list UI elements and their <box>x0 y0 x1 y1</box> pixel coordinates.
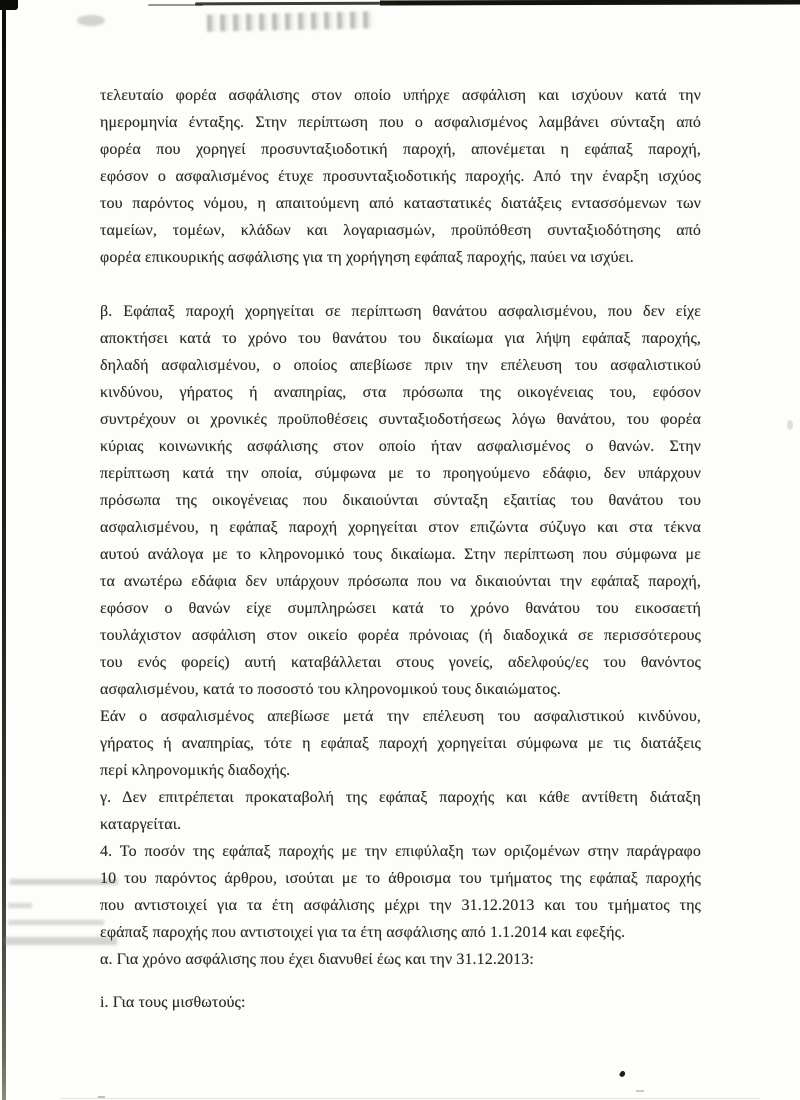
text-line: α. Για χρόνο ασφάλισης που έχει διανυθεί έως και την 31.12.2013: <box>100 951 534 968</box>
scan-edge-left-strip <box>2 0 6 1100</box>
ink-speck <box>619 1070 627 1078</box>
scan-smudge <box>77 15 105 26</box>
paragraph-4 <box>100 838 701 946</box>
scan-smudge <box>8 903 32 908</box>
text-line: τα ανωτέρω εδάφια δεν υπάρχουν πρόσωπα που να δικαιούνται την εφάπαξ παροχή, <box>100 573 701 590</box>
text-line: πρόσωπα της οικογένειας που δικαιούνται σύνταξη εξαιτίας του θανάτου του <box>100 492 701 509</box>
text-line: γήρατος ή αναπηρίας, τότε η εφάπαξ παροχή χορηγείται σύμφωνα με τις διατάξεις <box>100 735 701 752</box>
paragraph-i <box>100 989 701 1016</box>
scan-edge-top-band <box>195 2 395 6</box>
text-line: τελευταίο φορέα ασφάλισης στον οποίο υπήρχε ασφάλιση και ισχύουν κατά την <box>100 87 701 104</box>
text-line: γ. Δεν επιτρέπεται προκαταβολή της εφάπαξ παροχής και κάθε αντίθετη διάταξη <box>100 789 701 806</box>
paragraph-beta <box>100 298 701 703</box>
text-line: ασφαλισμένου, η εφάπαξ παροχή χορηγείται στον επιζώντα σύζυγο και στα τέκνα <box>100 519 701 536</box>
text-line: 10 του παρόντος άρθρου, ισούται με το άθροισμα του τμήματος της εφάπαξ παροχής <box>100 870 701 887</box>
text-line: του ενός φορείς) αυτή καταβάλλεται στους γονείς, αδελφούς/ες του θανόντος <box>100 654 701 671</box>
scan-edge-bottom-line <box>60 1098 760 1099</box>
text-line: φορέα επικουρικής ασφάλισης για τη χορήγηση εφάπαξ παροχής, παύει να ισχύει. <box>100 249 634 266</box>
text-line: ασφαλισμένου, κατά το ποσοστό του κληρονομικού τους δικαιώματος. <box>100 681 561 698</box>
scan-edge-top-band <box>380 0 800 5</box>
text-line: συντρέχουν οι χρονικές προϋποθέσεις συνταξιοδοτήσεως λόγω θανάτου, του φορέα <box>100 411 701 428</box>
text-line: i. Για τους μισθωτούς: <box>100 994 246 1011</box>
scan-smudge <box>8 920 104 925</box>
text-line: Εάν ο ασφαλισμένος απεβίωσε μετά την επέλευση του ασφαλιστικού κινδύνου, <box>100 708 701 725</box>
paragraph-alpha <box>100 946 701 973</box>
text-line: ταμείων, τομέων, κλάδων και λογαριασμών, προϋπόθεση συνταξιοδότησης από <box>100 222 701 239</box>
text-line: β. Εφάπαξ παροχή χορηγείται σε περίπτωση θανάτου ασφαλισμένου, που δεν είχε <box>100 303 701 320</box>
text-line: περίπτωση κατά την οποία, σύμφωνα με το προηγούμενο εδάφιο, δεν υπάρχουν <box>100 465 701 482</box>
text-line: 4. Το ποσόν της εφάπαξ παροχής με την επιφύλαξη των οριζομένων στην παράγραφο <box>100 843 701 860</box>
text-line: εφόσον ο θανών είχε συμπληρώσει κατά το χρόνο θανάτου του εικοσαετή <box>100 600 701 617</box>
scan-smudge <box>207 11 372 31</box>
text-line: εφάπαξ παροχής που αντιστοιχεί για τα έτη ασφάλισης από 1.1.2014 και εφεξής. <box>100 924 626 941</box>
text-line: του παρόντος νόμου, η απαιτούμενη από καταστατικές διατάξεις εντασσόμενων των <box>100 195 701 212</box>
paragraph-ean <box>100 703 701 784</box>
ink-speck <box>787 420 793 430</box>
text-line: καταργείται. <box>100 816 182 833</box>
scan-corner-mark <box>0 0 18 10</box>
paragraph-continuation <box>100 82 701 271</box>
text-line: κινδύνου, γήρατος ή αναπηρίας, στα πρόσωπα της οικογένειας του, εφόσον <box>100 384 701 401</box>
text-line: αυτού ανάλογα με το κληρονομικό τους δικαίωμα. Στην περίπτωση που σύμφωνα με <box>100 546 701 563</box>
ink-speck <box>98 1096 105 1098</box>
ink-speck <box>636 1090 644 1092</box>
text-line: δηλαδή ασφαλισμένου, ο οποίος απεβίωσε πριν την επέλευση του ασφαλιστικού <box>100 357 701 374</box>
text-line: περί κληρονομικής διαδοχής. <box>100 762 291 779</box>
document-text-block <box>100 82 701 1016</box>
text-line: κύριας κοινωνικής ασφάλισης στον οποίο ήταν ασφαλισμένος ο θανών. Στην <box>100 438 701 455</box>
text-line: ημερομηνία ένταξης. Στην περίπτωση που ο ασφαλισμένος λαμβάνει σύνταξη από <box>100 114 701 131</box>
paragraph-gamma <box>100 784 701 838</box>
text-line: που αντιστοιχεί για τα έτη ασφάλισης μέχρι την 31.12.2013 και του τμήματος της <box>100 897 701 914</box>
scan-edge-top-band <box>148 4 203 6</box>
text-line: φορέα που χορηγεί προσυνταξιοδοτική παροχή, απονέμεται η εφάπαξ παροχή, <box>100 141 701 158</box>
text-line: αποκτήσει κατά το χρόνο του θανάτου του δικαίωμα για λήψη εφάπαξ παροχής, <box>100 330 701 347</box>
text-line: τουλάχιστον ασφάλιση στον οικείο φορέα πρόνοιας (ή διαδοχικά σε περισσότερους <box>100 627 701 644</box>
text-line: εφόσον ο ασφαλισμένος έτυχε προσυνταξιοδοτικής παροχής. Από την έναρξη ισχύος <box>100 168 701 185</box>
